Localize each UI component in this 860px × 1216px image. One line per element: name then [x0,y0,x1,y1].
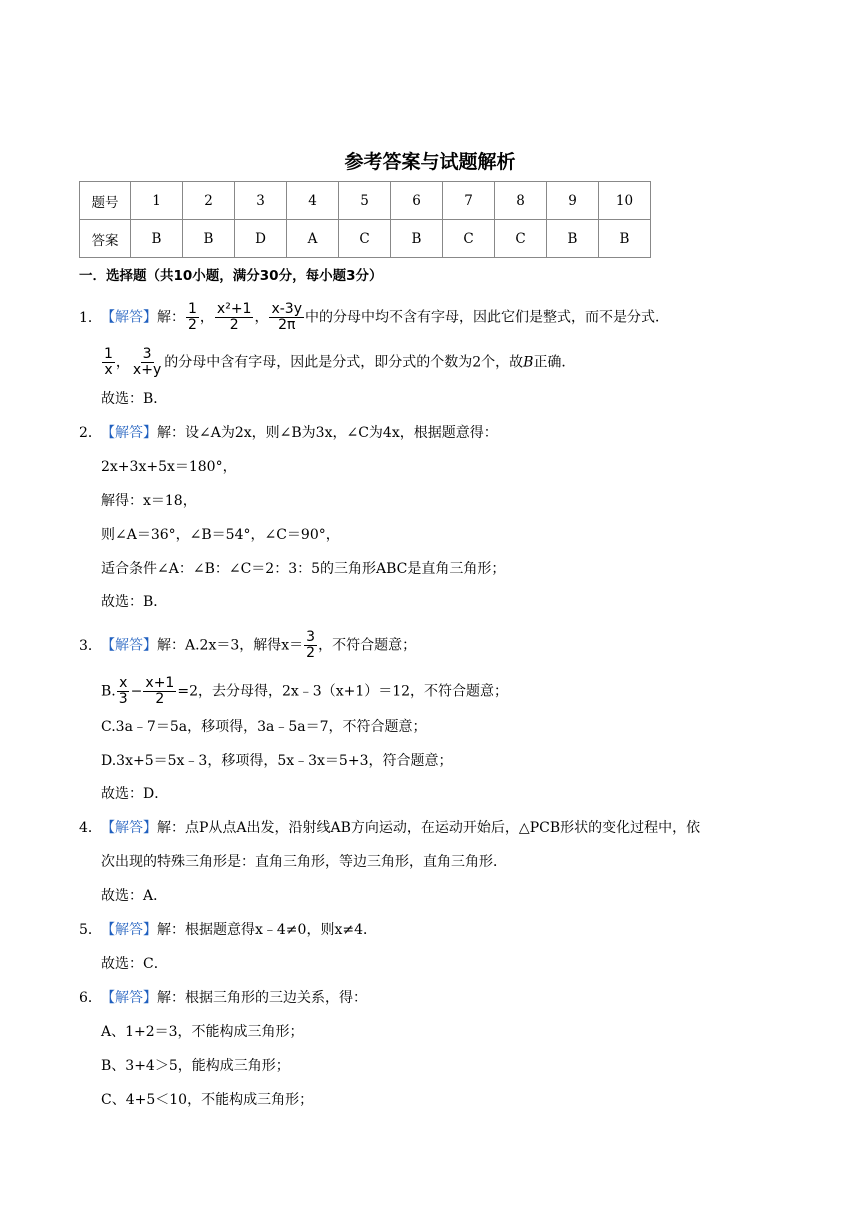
separator: ， [254,309,269,326]
q2-line-4: 则∠A＝36°，∠B＝54°，∠C＝90°， [101,527,340,543]
fraction: $\frac{x-3y}{2\pi}$ [271,301,302,333]
fraction: $\frac{3}{2}$ [306,629,316,661]
q5-text: 解：根据题意得x﹣4≠0，则x≠4． [157,922,377,938]
q4-text: 解：点P从点A出发，沿射线AB方向运动，在运动开始后，△PCB形状的变化过程中，依 [157,820,701,836]
q2-line-1 [79,423,498,443]
question-number: 3． [79,637,102,654]
answer-cell: B [391,220,443,258]
q1-text-2: 的分母中含有字母，因此是分式，即分式的个数为2个，故 [164,354,524,371]
question-number-cell: 8 [495,182,547,220]
answer-cell: B [131,220,183,258]
q6-line-1 [79,988,367,1008]
question-number: 6． [79,990,102,1006]
answer-tag: 【解答】 [101,820,157,836]
q3-a-post: ，不符合题意； [318,637,417,654]
q3-line-a [79,630,416,661]
answer-cell: C [443,220,495,258]
q2-line-5: 适合条件∠A：∠B：∠C＝2：3：5的三角形ABC是直角三角形； [101,561,506,577]
fraction: $\frac{x+1}{2}$ [145,675,175,707]
question-number-cell: 4 [287,182,339,220]
fraction: $\frac{\text{x²+1}}{2}$ [216,301,252,333]
question-number-cell: 7 [443,182,495,220]
q1-line-2 [101,347,575,378]
answer-cell: D [235,220,287,258]
q6-line-c: C、4+5＜10，不能构成三角形； [101,1092,314,1108]
answer-cell: B [547,220,599,258]
question-number-cell: 3 [235,182,287,220]
answer-tag: 【解答】 [101,922,157,938]
question-number: 1． [79,309,102,326]
q3-b-text: ，去分母得，2x﹣3（x+1）＝12，不符合题意； [197,683,509,700]
separator: ， [199,309,214,326]
q3-b-prefix: B. [101,683,116,700]
question-number: 5． [79,922,102,938]
answer-label-cell: 答案 [80,220,131,258]
q1-text-1: 中的分母中均不含有字母，因此它们是整式，而不是分式． [305,309,669,326]
q4-line-2: 次出现的特殊三角形是：直角三角形，等边三角形，直角三角形． [101,854,507,870]
q1-line-1 [79,302,669,333]
q4-choose: 故选：A． [101,888,168,904]
question-number-cell: 10 [599,182,651,220]
q3-line-c: C.3a﹣7＝5a，移项得，3a﹣5a＝7，不符合题意； [101,719,427,735]
question-number-cell: 9 [547,182,599,220]
answer-cell: C [339,220,391,258]
q5-line-1 [79,920,377,940]
separator: ， [115,354,130,371]
q3-choose: 故选：D． [101,786,169,802]
answer-table-header-row [80,182,651,220]
answer-cell: B [183,220,235,258]
answer-cell: C [495,220,547,258]
answer-table [79,181,651,258]
variable: B [523,354,534,371]
q2-text: 解：设∠A为2x，则∠B为3x，∠C为4x，根据题意得： [157,425,498,441]
answer-tag: 【解答】 [101,425,157,441]
q6-text: 解：根据三角形的三边关系，得： [157,990,367,1006]
fraction: $\frac{1}{2}$ [188,301,197,333]
fraction: $\frac{x}{3}$ [118,675,128,707]
q1-choose: 故选：B． [101,391,168,407]
answer-tag: 【解答】 [101,990,157,1006]
equation-rhs: =2 [177,683,198,700]
answer-cell: B [599,220,651,258]
q6-line-a: A、1+2＝3，不能构成三角形； [101,1024,304,1040]
q3-line-b [101,676,508,707]
minus-sign: − [130,683,143,700]
q3-a-text: 解：A.2x＝3，解得x＝ [157,637,304,654]
q3-line-d: D.3x+5＝5x﹣3，移项得，5x﹣3x＝5+3，符合题意； [101,753,453,769]
question-number-cell: 1 [131,182,183,220]
fraction: $\frac{3}{x+y}$ [132,346,162,378]
answer-tag: 【解答】 [101,637,157,654]
q2-choose: 故选：B． [101,594,168,610]
q4-line-1 [79,818,700,838]
answer-prefix: 解： [157,309,185,326]
fraction: $\frac{1}{x}$ [104,346,113,378]
question-number-cell: 5 [339,182,391,220]
q1-text-2b: 正确． [533,354,576,371]
question-number: 2． [79,425,102,441]
question-number-cell: 2 [183,182,235,220]
answer-tag: 【解答】 [101,309,157,326]
page-title: 参考答案与试题解析 [344,151,516,173]
q2-line-2: 2x+3x+5x＝180°， [101,459,237,475]
question-number: 4． [79,820,102,836]
q2-line-3: 解得：x＝18， [101,493,197,509]
answer-table-answer-row [80,220,651,258]
section-heading: 一．选择题（共10小题，满分30分，每小题3分） [79,268,383,284]
header-label-cell: 题号 [80,182,131,220]
question-number-cell: 6 [391,182,443,220]
q6-line-b: B、3+4＞5，能构成三角形； [101,1058,290,1074]
q5-choose: 故选：C． [101,956,168,972]
answer-cell: A [287,220,339,258]
